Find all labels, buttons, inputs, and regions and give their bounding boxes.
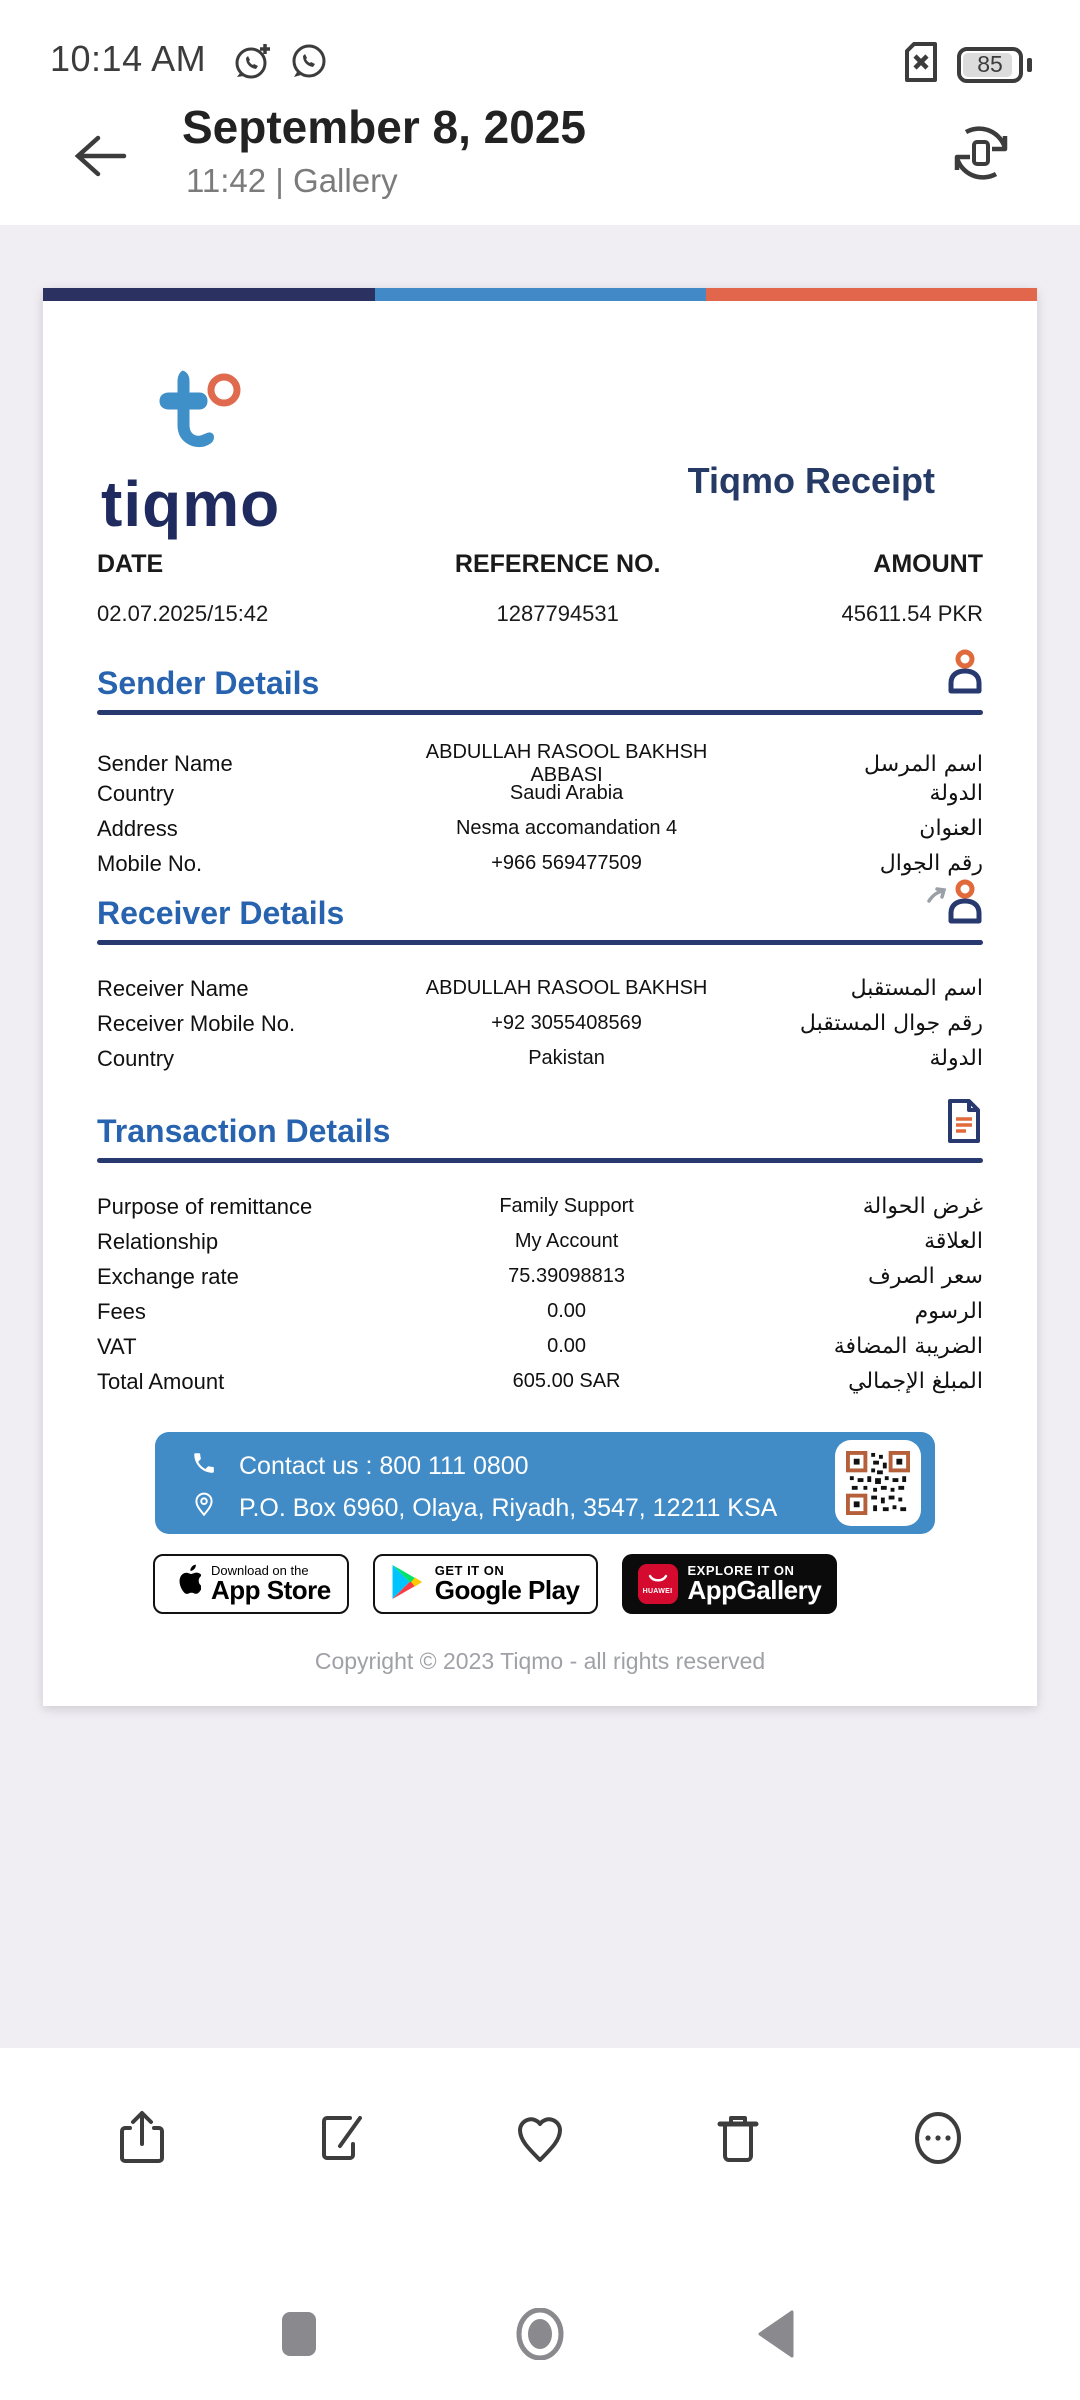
table-row: VAT 0.00 الضريبة المضافة (97, 1333, 983, 1359)
android-navigation-bar (0, 2260, 1080, 2400)
amount-label: AMOUNT (873, 550, 983, 578)
table-row: Receiver Mobile No. +92 3055408569 رقم جوال المستقبل (97, 1010, 983, 1036)
table-row: Address Nesma accomandation 4 العنوان (97, 815, 983, 841)
apple-logo-icon (171, 1564, 201, 1605)
badge-bottom-text: App Store (211, 1575, 331, 1606)
battery-icon (957, 47, 1023, 83)
table-row: Receiver Name ABDULLAH RASOOL BAKHSH اسم المستقبل (97, 975, 983, 1001)
table-row: Country Saudi Arabia الدولة (97, 780, 983, 806)
whatsapp-notification-icon (288, 40, 330, 87)
receipt-meta-row (97, 550, 983, 627)
receiver-details-section (97, 876, 983, 1076)
app-store-badge (153, 1554, 349, 1614)
sender-details-title: Sender Details (97, 665, 320, 701)
back-button[interactable] (72, 134, 128, 178)
back-nav-button[interactable] (752, 2308, 804, 2360)
contact-address-text: P.O. Box 6960, Olaya, Riyadh, 3547, 12211 KSA (239, 1494, 778, 1522)
table-row: Sender Name ABDULLAH RASOOL BAKHSH ABBASI اسم المرسل (97, 741, 983, 786)
table-row: Country Pakistan الدولة (97, 1045, 983, 1071)
table-row: Fees 0.00 الرسوم (97, 1298, 983, 1324)
date-value: 02.07.2025/15:42 (97, 601, 269, 626)
photo-time-subtitle: 11:42 | Gallery (186, 162, 398, 199)
status-time: 10:14 AM (50, 38, 207, 79)
reference-value: 1287794531 (496, 601, 619, 626)
contact-phone-text: Contact us : 800 111 0800 (239, 1452, 529, 1480)
badge-top-text: GET IT ON (434, 1562, 505, 1578)
amount-value: 45611.54 PKR (841, 601, 983, 626)
home-button[interactable] (514, 2308, 566, 2360)
phone-icon (191, 1450, 217, 1483)
tiqmo-wordmark: tiqmo (101, 468, 281, 540)
badge-bottom-text: Google Play (434, 1575, 580, 1606)
status-bar (0, 0, 1080, 92)
photo-viewer-area[interactable] (0, 225, 1080, 2048)
google-play-badge (373, 1554, 598, 1614)
photo-actions-toolbar (0, 2048, 1080, 2260)
receiver-person-icon (925, 879, 983, 932)
table-row: Relationship My Account العلاقة (97, 1228, 983, 1254)
badge-bottom-text: AppGallery (687, 1575, 822, 1606)
whatsapp-business-notification-icon (232, 40, 274, 87)
recents-button[interactable] (274, 2308, 326, 2360)
qr-code (835, 1440, 921, 1526)
delete-button[interactable] (706, 2106, 770, 2170)
table-row: Purpose of remittance Family Support غرض الحوالة (97, 1193, 983, 1219)
table-row: Mobile No. +966 569477509 رقم الجوال (97, 850, 983, 876)
appgallery-badge (622, 1554, 838, 1614)
google-play-icon (391, 1563, 425, 1606)
receipt-title: Tiqmo Receipt (687, 460, 935, 501)
rotate-screen-button[interactable] (948, 120, 1014, 186)
receiver-details-title: Receiver Details (97, 895, 345, 931)
gallery-header (0, 92, 1080, 225)
favorite-button[interactable] (508, 2106, 572, 2170)
tiqmo-logo (101, 360, 341, 540)
sender-details-section (97, 646, 983, 881)
no-sim-icon (901, 40, 941, 89)
sender-person-icon (941, 649, 983, 702)
transaction-details-section (97, 1094, 983, 1399)
tiqmo-logo-mark-icon (129, 360, 249, 465)
edit-button[interactable] (310, 2106, 374, 2170)
receipt-color-bar (43, 288, 1037, 301)
badge-top-text: EXPLORE IT ON (687, 1562, 795, 1578)
date-label: DATE (97, 550, 164, 578)
app-store-badges (153, 1554, 837, 1614)
contact-info-bar (155, 1432, 935, 1534)
more-options-button[interactable] (906, 2106, 970, 2170)
reference-label: REFERENCE NO. (454, 550, 661, 578)
badge-top-text: Download on the (211, 1562, 309, 1578)
transaction-details-title: Transaction Details (97, 1113, 391, 1149)
table-row: Total Amount 605.00 SAR المبلغ الإجمالي (97, 1368, 983, 1394)
battery-level: 85 (977, 51, 1003, 77)
table-row: Exchange rate 75.39098813 سعر الصرف (97, 1263, 983, 1289)
photo-date-title: September 8, 2025 (182, 101, 587, 153)
share-button[interactable] (110, 2106, 174, 2170)
tiqmo-receipt-image (43, 288, 1037, 1706)
location-pin-icon (191, 1492, 217, 1525)
copyright-text: Copyright © 2023 Tiqmo - all rights reserved (314, 1648, 766, 1674)
document-icon (945, 1097, 983, 1150)
huawei-logo-icon: HUAWEI (638, 1564, 678, 1604)
